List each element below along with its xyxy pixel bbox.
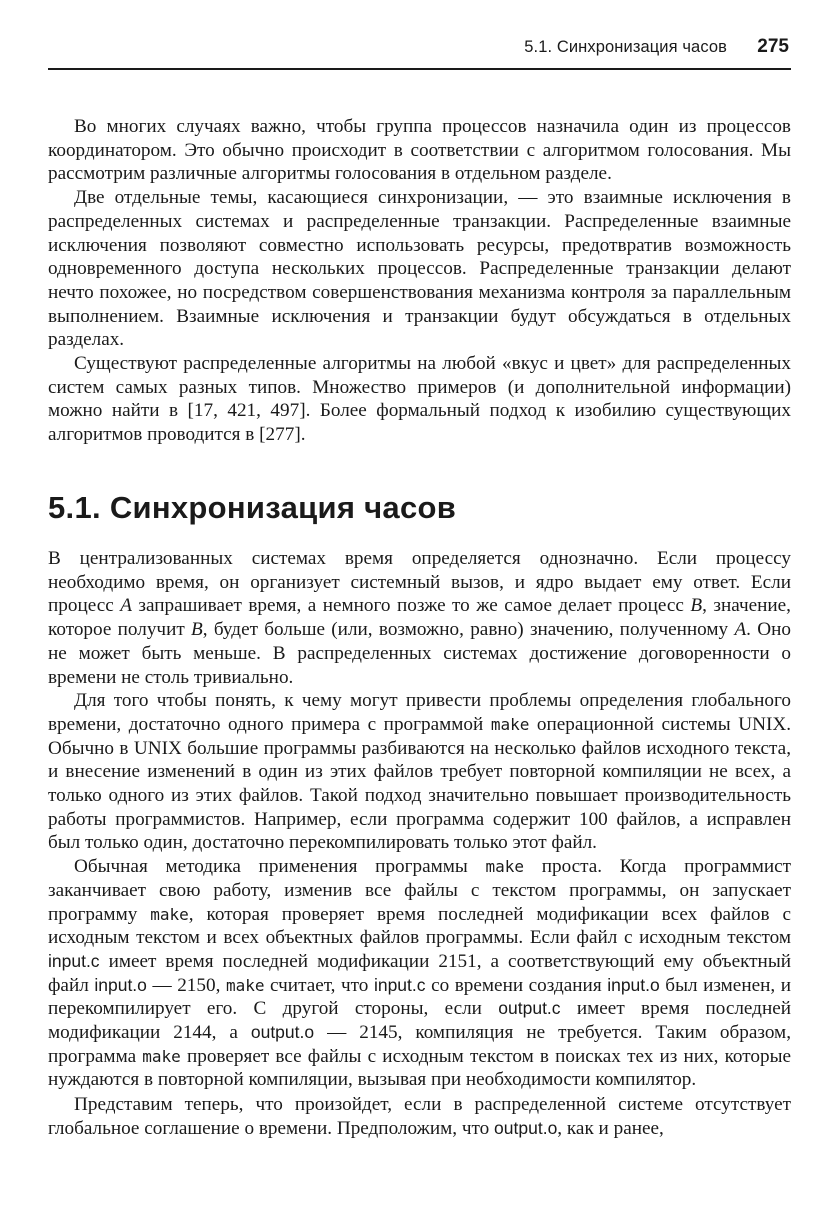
- code-make: make: [225, 975, 265, 995]
- code-make: make: [150, 904, 189, 924]
- paragraph-no-global-time: [48, 1093, 791, 1140]
- text-run: В централизованных системах время определяется однозначно. Если процессу необходимо время, он организует системный вызов, и ядро выдает ему ответ. Если процесс: [48, 548, 791, 617]
- text-run: считает, что: [264, 974, 374, 996]
- text-run: имеет время последней модификации 2144, а: [48, 998, 791, 1044]
- process-b-label: B: [690, 595, 703, 617]
- intro-text-block: [48, 115, 791, 447]
- text-run: имеет время последней модификации 2151, а соответствующий ему объектный файл: [48, 950, 791, 996]
- code-make: make: [485, 857, 525, 877]
- filename-output-o: output.o: [250, 1022, 315, 1043]
- text-run: Для того чтобы понять, к чему могут привести проблемы определения глобального времени, достаточно одного примера с программой: [48, 690, 791, 735]
- code-make: make: [142, 1046, 181, 1066]
- text-run: , как и ранее,: [557, 1117, 664, 1139]
- paragraph-make-method: [48, 855, 791, 1092]
- filename-input-o: input.o: [94, 974, 147, 995]
- paragraph-centralized-time: [48, 547, 791, 689]
- paragraph-mutual-exclusion: Две отдельные темы, касающиеся синхронизации, — это взаимные исключения в распределенных системах и распределенные транзакции. Распределенные взаимные исключения позволяют совместно использовать ресурсы, предотвратив возможность одновременного доступа нескольких процессов. Распределенные транзакции делают нечто похожее, но посредством совершенствования механизма контроля за параллельным выполнением. Взаимные исключения и транзакции будут обсуждаться в отдельных разделах.: [48, 187, 791, 351]
- text-run: , которая проверяет время последней модификации всех файлов с исходным текстом и всех объектных файлов программы. Если файл с исходным текстом: [48, 903, 791, 949]
- code-make: make: [490, 714, 530, 734]
- section-text-block: [48, 547, 791, 1141]
- text-run: — 2150,: [146, 974, 226, 996]
- section-heading: 5.1. Синхронизация часов: [48, 490, 457, 525]
- paragraph-make-example: [48, 689, 791, 855]
- running-title: 5.1. Синхронизация часов: [524, 38, 727, 56]
- text-run: запрашивает время, а немного позже то же самое делает процесс: [131, 595, 691, 617]
- text-run: . Оно не может быть меньше. В распределенных системах достижение договоренности о времени не столь тривиально.: [48, 619, 791, 688]
- text-run: Представим теперь, что произойдет, если в распределенной системе отсутствует глобальное соглашение о времени. Предположим, что: [48, 1094, 791, 1139]
- filename-input-c: input.c: [48, 950, 100, 971]
- text-run: проста. Когда программист заканчивает свою работу, изменив все файлы с текстом программы, он запускает программу: [48, 856, 792, 925]
- text-run: был изменен, и перекомпилирует его. С другой стороны, если: [48, 974, 791, 1020]
- text-run: — 2145, компиляция не требуется. Таким образом, программа: [48, 1022, 791, 1067]
- filename-input-c: input.c: [373, 974, 426, 995]
- running-header: [48, 36, 791, 70]
- filename-input-o: input.o: [607, 974, 660, 995]
- filename-output-o: output.o: [494, 1117, 558, 1138]
- text-run: Обычная методика применения программы: [74, 856, 486, 878]
- process-a-label: A: [734, 619, 747, 641]
- paragraph-election: Во многих случаях важно, чтобы группа процессов назначила один из процессов координатором. Это обычно происходит в соответствии с алгоритмом голосования. Мы рассмотрим различные алгоритмы голосования в отдельном разделе.: [48, 116, 791, 185]
- text-run: операционной системы UNIX. Обычно в UNIX большие программы разбиваются на несколько файлов исходного текста, и внесение изменений в один из этих файлов требует повторной компиляции не всех, а только одного из этих файлов. Такой подход значительно повышает производительность работы программистов. Например, если программа содержит 100 файлов, а исправлен был только один, достаточно перекомпилировать только этот файл.: [48, 713, 791, 854]
- page-number: 275: [757, 36, 789, 57]
- text-run: проверяет все файлы с исходным текстом в поисках тех из них, которые нуждаются в повторной компиляции, вызывая при необходимости компилятор.: [48, 1045, 792, 1091]
- text-run: , значение, которое получит: [48, 595, 791, 641]
- text-run: со времени создания: [425, 974, 608, 996]
- text-run: , будет больше (или, возможно, равно) значению, полученному: [202, 619, 735, 641]
- paragraph-distributed-algorithms: Существуют распределенные алгоритмы на любой «вкус и цвет» для распределенных систем самых разных типов. Множество примеров (и дополнительной информации) можно найти в [17, 421, 497]. Более формальный подход к изобилию существующих алгоритмов проводится в [277].: [48, 353, 791, 446]
- process-b-label: B: [191, 619, 203, 641]
- process-a-label: A: [120, 595, 132, 617]
- filename-output-c: output.c: [498, 998, 561, 1019]
